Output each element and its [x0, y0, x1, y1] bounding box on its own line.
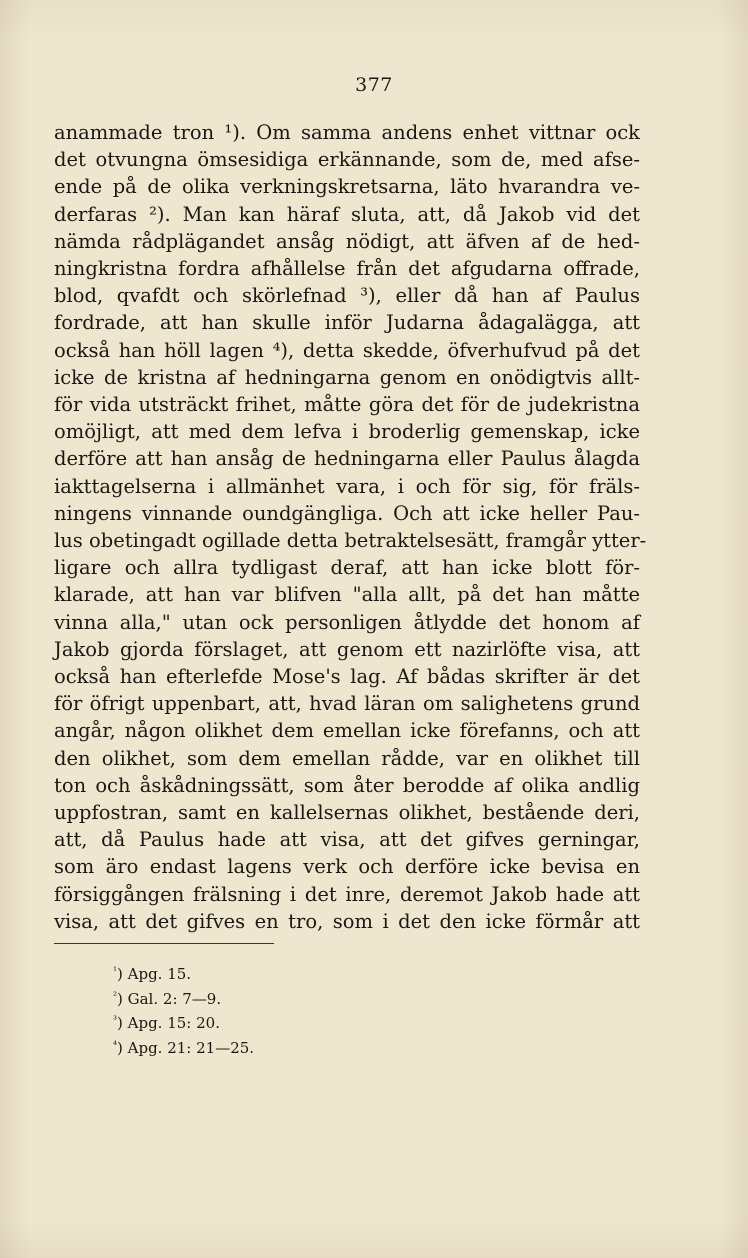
- footnote-marker: ²: [113, 990, 118, 1002]
- text-line: också han höll lagen ⁴), detta skedde, öfverhufvud på det: [54, 338, 640, 362]
- text-line: icke de kristna af hedningarna genom en onödigtvis allt-: [54, 365, 640, 389]
- text-line: vinna alla," utan ock personligen åtlydde det honom af: [54, 610, 640, 634]
- text-line: försiggången frälsning i det inre, deremot Jakob hade att: [54, 882, 640, 906]
- page-number: 377: [355, 74, 393, 96]
- text-line: att, då Paulus hade att visa, att det gifves gerningar,: [54, 828, 640, 852]
- footnote-text: ) Apg. 15.: [117, 965, 192, 983]
- footnote-text: ) Apg. 21: 21—25.: [117, 1038, 255, 1057]
- footnote: [113, 961, 254, 986]
- text-line: nämda rådplägandet ansåg nödigt, att äfven af de hed-: [54, 229, 640, 253]
- footnote-marker: ³: [113, 1015, 118, 1026]
- text-line: det otvungna ömsesidiga erkännande, som de, med afse-: [54, 148, 640, 172]
- text-line: ningens vinnande oundgängliga. Och att icke heller Pau-: [54, 501, 640, 525]
- text-line: ende på de olika verkningskretsarna, läto hvarandra ve-: [54, 175, 640, 199]
- text-line: blod, qvafdt och skörlefnad ³), eller då han af Paulus: [54, 284, 640, 308]
- footnote-divider: [54, 943, 274, 944]
- text-line: ningkristna fordra afhållelse från det afgudarna offrade,: [54, 257, 640, 281]
- footnote: [113, 1035, 254, 1060]
- footnote: [113, 986, 254, 1011]
- text-line: lus obetingadt ogillade detta betraktelsesätt, framgår ytter-: [54, 529, 647, 553]
- text-line: ligare och allra tydligast deraf, att han icke blott för-: [54, 556, 640, 580]
- text-line: den olikhet, som dem emellan rådde, var en olikhet till: [54, 746, 640, 770]
- text-line: för öfrigt uppenbart, att, hvad läran om salighetens grund: [54, 692, 640, 716]
- text-line: ton och åskådningssätt, som åter berodde af olika andlig: [54, 773, 640, 797]
- text-line: uppfostran, samt en kallelsernas olikhet, bestående deri,: [54, 801, 640, 825]
- text-line: angår, någon olikhet dem emellan icke förefanns, och att: [54, 719, 640, 743]
- text-line: anammade tron ¹). Om samma andens enhet vittnar ock: [54, 121, 640, 144]
- body-text: [54, 119, 647, 935]
- footnote-text: ) Gal. 2: 7—9.: [117, 989, 222, 1008]
- text-line: som äro endast lagens verk och derföre icke bevisa en: [54, 855, 640, 879]
- text-line: fordrade, att han skulle inför Judarna ådagalägga, att: [54, 311, 640, 335]
- text-line: klarade, att han var blifven "alla allt, på det han måtte: [54, 583, 640, 607]
- text-line: derfaras ²). Man kan häraf sluta, att, då Jakob vid det: [54, 202, 640, 226]
- footnotes: [113, 961, 254, 1059]
- text-line: visa, att det gifves en tro, som i det den icke förmår att: [54, 909, 640, 933]
- text-line: iakttagelserna i allmänhet vara, i och för sig, för fräls-: [54, 474, 640, 498]
- footnote-marker: ⁴: [113, 1039, 118, 1051]
- text-line: omöjligt, att med dem lefva i broderlig gemenskap, icke: [54, 420, 640, 444]
- text-line: derföre att han ansåg de hedningarna eller Paulus ålagda: [54, 447, 640, 471]
- text-line: Jakob gjorda förslaget, att genom ett nazirlöfte visa, att: [54, 637, 640, 661]
- footnote: [113, 1010, 254, 1035]
- text-line: för vida utsträckt frihet, måtte göra det för de judekristna: [54, 393, 640, 417]
- footnote-text: ) Apg. 15: 20.: [117, 1014, 220, 1032]
- text-line: också han efterlefde Mose's lag. Af bådas skrifter är det: [54, 665, 640, 689]
- footnote-marker: ¹: [113, 966, 118, 977]
